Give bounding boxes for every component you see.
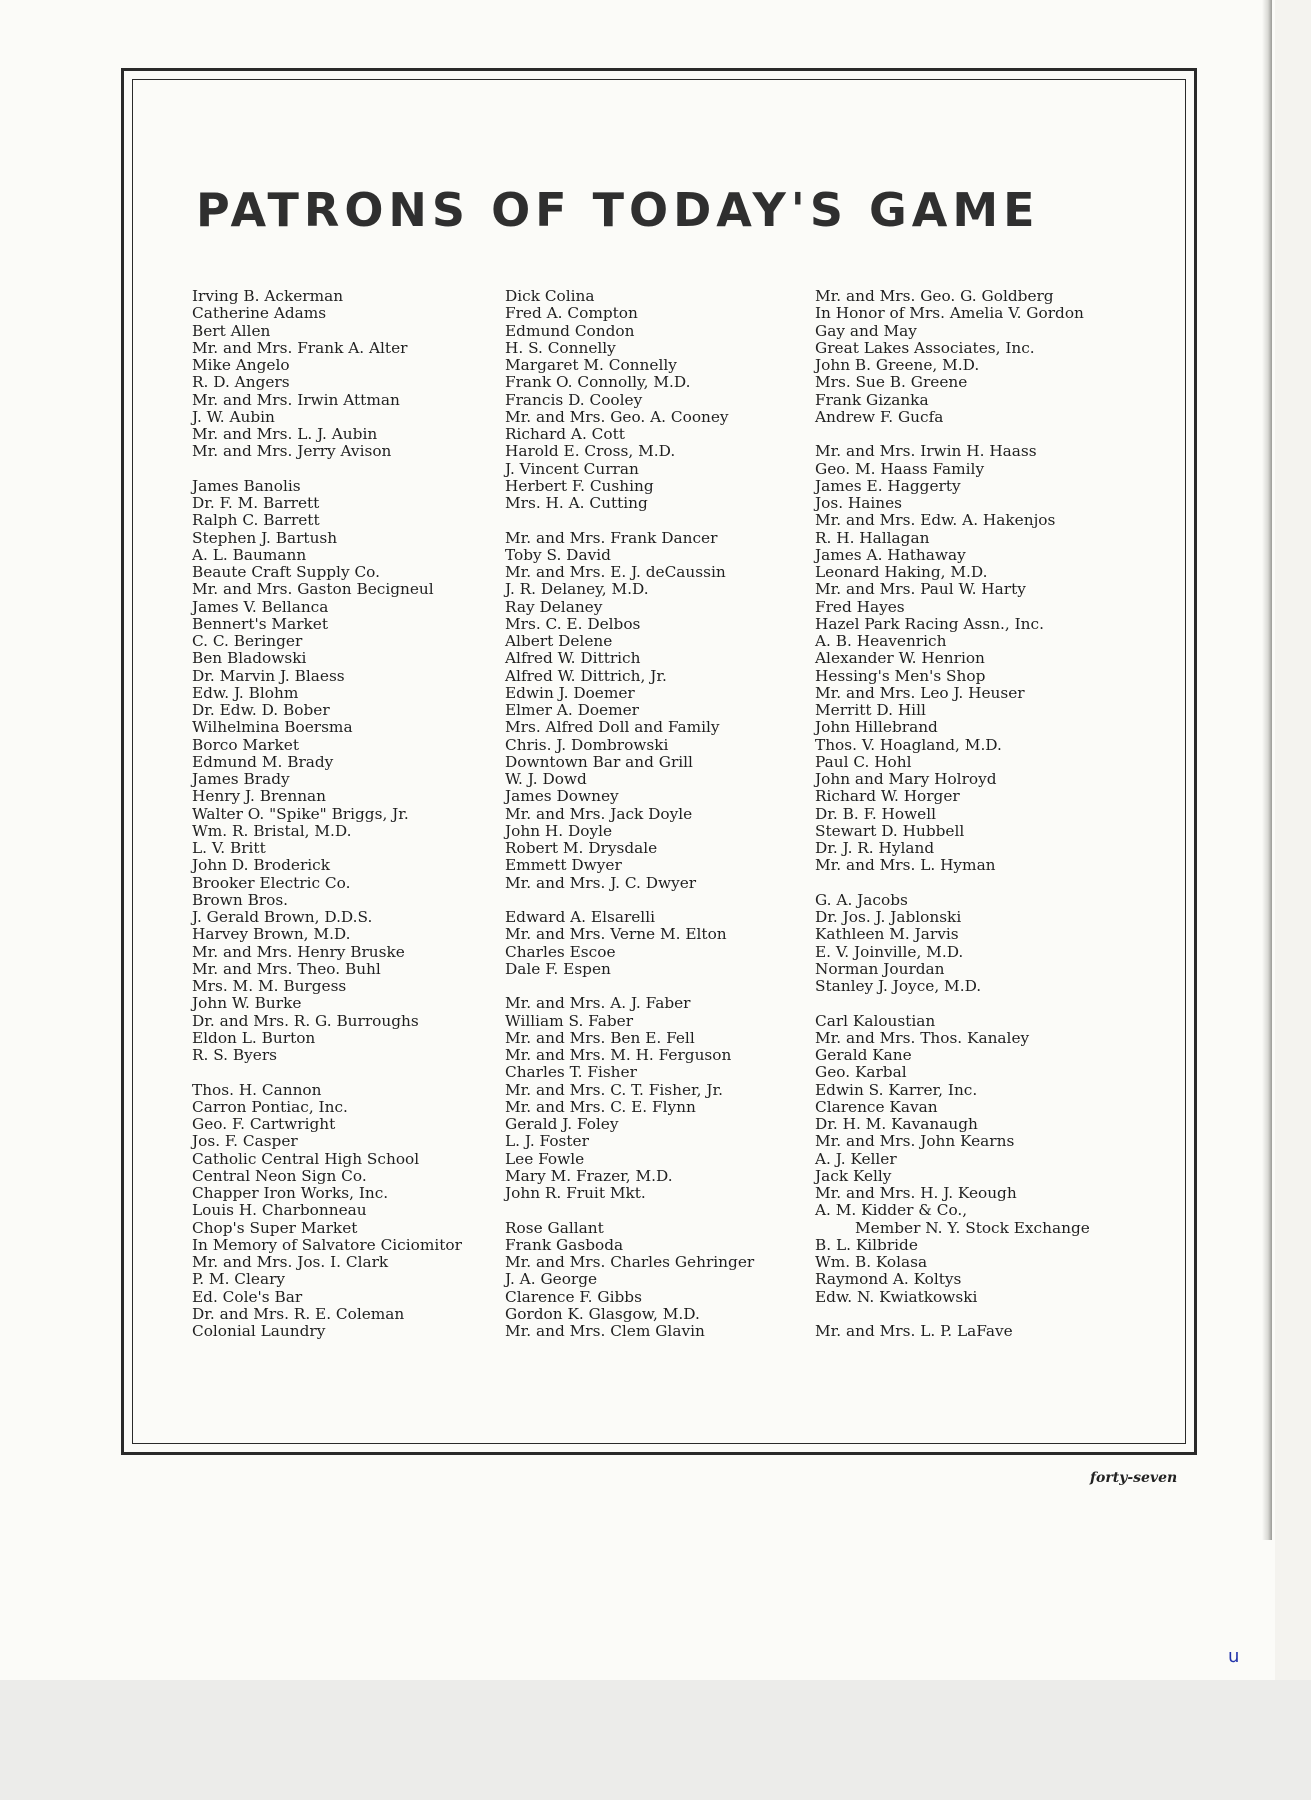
patron-entry: Mr. and Mrs. H. J. Keough [815, 1184, 1017, 1202]
patron-entry: Wm. R. Bristal, M.D. [192, 821, 352, 840]
patron-entry: Herbert F. Cushing [505, 476, 654, 495]
patron-entry: Dr. Marvin J. Blaess [192, 666, 345, 685]
patron-entry: Edmund Condon [505, 321, 635, 340]
patron-entry: Leonard Haking, M.D. [815, 563, 988, 581]
patron-entry: Ed. Cole's Bar [192, 1287, 303, 1306]
patron-entry: A. L. Baumann [192, 545, 307, 564]
patron-entry: Mr. and Mrs. L. J. Aubin [192, 425, 378, 443]
patron-entry: Louis H. Charbonneau [192, 1201, 367, 1220]
patron-entry: James A. Hathaway [815, 545, 966, 564]
patron-entry: Jos. F. Casper [192, 1132, 298, 1151]
patron-entry: Mr. and Mrs. A. J. Faber [505, 994, 691, 1013]
patron-entry: A. J. Keller [815, 1149, 897, 1168]
patron-entry: James Downey [505, 787, 619, 806]
patron-entry: J. W. Aubin [192, 407, 275, 426]
patron-entry: A. B. Heavenrich [815, 632, 947, 650]
patron-entry: Mr. and Mrs. Geo. G. Goldberg [815, 287, 1054, 305]
patron-entry: Hessing's Men's Shop [815, 666, 986, 685]
patron-entry: William S. Faber [505, 1011, 634, 1030]
patron-entry: Albert Delene [505, 632, 613, 650]
patron-entry: Ben Bladowski [192, 649, 307, 668]
patron-entry: Harold E. Cross, M.D. [505, 442, 676, 461]
patron-group [505, 1220, 835, 1341]
patron-entry: Dr. J. R. Hyland [815, 839, 935, 857]
patron-entry: Richard A. Cott [505, 425, 625, 443]
patron-group [815, 1323, 1145, 1340]
patron-group [505, 288, 835, 512]
patron-entry: Norman Jourdan [815, 959, 945, 978]
patron-entry: Chris. J. Dombrowski [505, 735, 669, 754]
patron-entry: Gerald J. Foley [505, 1115, 619, 1133]
patron-group [815, 443, 1145, 874]
patron-entry: Richard W. Horger [815, 787, 960, 806]
patron-column-3 [815, 288, 1145, 1358]
patron-entry: Mary M. Frazer, M.D. [505, 1166, 673, 1185]
patron-entry: James E. Haggerty [815, 476, 961, 495]
patron-entry: Mr. and Mrs. J. C. Dwyer [505, 873, 697, 892]
patron-entry: Great Lakes Associates, Inc. [815, 338, 1035, 357]
patron-entry: Mr. and Mrs. C. T. Fisher, Jr. [505, 1080, 724, 1099]
patron-entry: Dr. F. M. Barrett [192, 494, 320, 512]
patron-entry: L. V. Britt [192, 839, 266, 857]
patron-entry: Toby S. David [505, 545, 611, 564]
patron-entry: Edwin J. Doemer [505, 683, 635, 702]
patron-entry: Clarence F. Gibbs [505, 1287, 642, 1306]
patron-entry: Mr. and Mrs. John Kearns [815, 1132, 1015, 1151]
patron-entry: Harvey Brown, M.D. [192, 925, 351, 944]
patron-entry: Mr. and Mrs. M. H. Ferguson [505, 1046, 732, 1064]
patron-entry: Geo. F. Cartwright [192, 1115, 336, 1133]
patron-entry: H. S. Connelly [505, 338, 616, 357]
page-edge-shadow [1262, 0, 1272, 1540]
patron-entry: Charles Escoe [505, 942, 616, 961]
patron-entry: Mr. and Mrs. Jerry Avison [192, 442, 392, 461]
patron-entry: Downtown Bar and Grill [505, 752, 693, 771]
patron-entry: G. A. Jacobs [815, 890, 908, 909]
patron-entry: James V. Bellanca [192, 597, 329, 616]
patron-entry: Stephen J. Bartush [192, 528, 338, 547]
patron-group [192, 1082, 522, 1341]
patron-entry: In Honor of Mrs. Amelia V. Gordon [815, 304, 1084, 323]
patron-entry: Gay and May [815, 321, 917, 340]
patron-entry: Wm. B. Kolasa [815, 1253, 928, 1271]
patron-entry: Ray Delaney [505, 597, 603, 616]
patron-entry: Mrs. M. M. Burgess [192, 977, 347, 995]
patron-entry: Dr. B. F. Howell [815, 804, 937, 823]
patron-entry: Colonial Laundry [192, 1322, 326, 1340]
patron-entry: John W. Burke [192, 994, 302, 1013]
patron-entry: John and Mary Holroyd [815, 770, 997, 788]
patron-entry: Alfred W. Dittrich, Jr. [505, 666, 667, 685]
patron-entry: Mr. and Mrs. E. J. deCaussin [505, 563, 726, 581]
patron-group [505, 909, 835, 978]
patron-entry: Walter O. "Spike" Briggs, Jr. [192, 804, 409, 823]
patron-entry: Brooker Electric Co. [192, 873, 351, 892]
patron-entry: Fred Hayes [815, 597, 905, 616]
patron-entry: Rose Gallant [505, 1218, 604, 1237]
page-title: PATRONS OF TODAY'S GAME [196, 183, 1040, 237]
patron-entry: Frank O. Connolly, M.D. [505, 373, 691, 392]
patron-entry: Fred A. Compton [505, 304, 638, 323]
patron-entry: Francis D. Cooley [505, 390, 643, 409]
patron-entry: Dr. and Mrs. R. G. Burroughs [192, 1011, 419, 1030]
patron-entry: C. C. Beringer [192, 632, 303, 650]
patron-entry: Mr. and Mrs. Ben E. Fell [505, 1028, 695, 1047]
patron-entry: W. J. Dowd [505, 770, 587, 788]
patron-entry: Irving B. Ackerman [192, 287, 344, 305]
patron-entry: Mr. and Mrs. Frank A. Alter [192, 338, 408, 357]
patron-entry: Mike Angelo [192, 356, 290, 374]
patron-entry: Mr. and Mrs. Irwin H. Haass [815, 442, 1037, 461]
patron-entry: R. S. Byers [192, 1046, 277, 1064]
patron-entry: Stanley J. Joyce, M.D. [815, 977, 982, 995]
patron-entry: Robert M. Drysdale [505, 839, 658, 857]
patron-entry: Mr. and Mrs. C. E. Flynn [505, 1097, 696, 1116]
patron-entry: Mrs. H. A. Cutting [505, 494, 648, 512]
patron-entry: Mr. and Mrs. Charles Gehringer [505, 1253, 755, 1271]
patron-entry: Mr. and Mrs. Clem Glavin [505, 1322, 705, 1340]
patron-entry: R. H. Hallagan [815, 528, 930, 547]
patron-entry: Geo. M. Haass Family [815, 459, 985, 478]
patron-group [192, 478, 522, 1065]
patron-entry: Kathleen M. Jarvis [815, 925, 959, 944]
patron-entry: James Brady [192, 770, 290, 788]
patron-entry: James Banolis [192, 476, 301, 495]
patron-entry: Mr. and Mrs. Edw. A. Hakenjos [815, 511, 1056, 530]
patron-entry: Thos. H. Cannon [192, 1080, 322, 1099]
patron-entry: John R. Fruit Mkt. [505, 1184, 646, 1202]
patron-entry: Andrew F. Gucfa [815, 407, 944, 426]
patron-entry: Margaret M. Connelly [505, 356, 677, 374]
patron-entry: In Memory of Salvatore Ciciomitor [192, 1235, 462, 1254]
patron-entry: John D. Broderick [192, 856, 331, 875]
patron-entry: Alexander W. Henrion [815, 649, 985, 668]
patron-entry: J. A. George [505, 1270, 598, 1289]
patron-entry: Wilhelmina Boersma [192, 718, 353, 737]
patron-entry: Frank Gizanka [815, 390, 929, 409]
patron-entry: Member N. Y. Stock Exchange [855, 1218, 1090, 1237]
page-border [121, 68, 1197, 1455]
patron-entry: Mr. and Mrs. Jack Doyle [505, 804, 693, 823]
patron-entry: Catholic Central High School [192, 1149, 420, 1168]
scanner-bed [0, 1680, 1311, 1800]
patron-entry: Paul C. Hohl [815, 752, 912, 771]
patron-entry: Mr. and Mrs. Frank Dancer [505, 528, 718, 547]
patron-entry: Elmer A. Doemer [505, 701, 639, 719]
patron-group [815, 288, 1145, 426]
patron-entry: Emmett Dwyer [505, 856, 622, 875]
patron-entry: Thos. V. Hoagland, M.D. [815, 735, 1002, 754]
patron-column-1 [192, 288, 522, 1358]
patron-entry: Dr. H. M. Kavanaugh [815, 1115, 978, 1133]
patron-entry: Merritt D. Hill [815, 701, 926, 719]
patron-group [815, 1013, 1145, 1306]
patron-entry: Edwin S. Karrer, Inc. [815, 1080, 978, 1099]
patron-entry: Carl Kaloustian [815, 1011, 936, 1030]
patron-entry: Jos. Haines [815, 494, 903, 512]
patron-entry: Gerald Kane [815, 1046, 912, 1064]
patron-entry: Ralph C. Barrett [192, 511, 320, 530]
patron-entry: Mr. and Mrs. L. Hyman [815, 856, 996, 875]
patron-entry: Raymond A. Koltys [815, 1270, 962, 1289]
patron-entry: Dr. and Mrs. R. E. Coleman [192, 1304, 405, 1323]
patron-entry: Mr. and Mrs. Paul W. Harty [815, 580, 1026, 599]
patron-entry: Edmund M. Brady [192, 752, 334, 771]
patron-entry: P. M. Cleary [192, 1270, 286, 1289]
patron-entry: Alfred W. Dittrich [505, 649, 641, 668]
patron-entry: Stewart D. Hubbell [815, 821, 965, 840]
patron-entry: Central Neon Sign Co. [192, 1166, 367, 1185]
patron-entry: John H. Doyle [505, 821, 613, 840]
patron-entry: Edw. N. Kwiatkowski [815, 1287, 978, 1306]
patron-entry: J. Gerald Brown, D.D.S. [192, 908, 373, 926]
patron-entry: Mr. and Mrs. Gaston Becigneul [192, 580, 434, 599]
patron-entry: Geo. Karbal [815, 1063, 907, 1082]
patron-entry: Edward A. Elsarelli [505, 908, 655, 926]
patron-entry: Gordon K. Glasgow, M.D. [505, 1304, 700, 1323]
patron-entry: Mr. and Mrs. Henry Bruske [192, 942, 405, 961]
patron-entry: Edw. J. Blohm [192, 683, 299, 702]
patron-entry: John B. Greene, M.D. [815, 356, 980, 374]
patron-entry: Lee Fowle [505, 1149, 585, 1168]
patron-entry: Eldon L. Burton [192, 1028, 316, 1047]
patron-entry: Chapper Iron Works, Inc. [192, 1184, 389, 1202]
patron-entry: Mr. and Mrs. Verne M. Elton [505, 925, 727, 944]
patron-entry: Dr. Edw. D. Bober [192, 701, 330, 719]
patron-group [505, 530, 835, 892]
patron-entry: John Hillebrand [815, 718, 938, 737]
handwritten-mark: u [1228, 1646, 1240, 1667]
patron-entry: Mr. and Mrs. L. P. LaFave [815, 1322, 1013, 1340]
patron-entry: Bennert's Market [192, 614, 328, 633]
patron-entry: Charles T. Fisher [505, 1063, 637, 1082]
patron-entry: B. L. Kilbride [815, 1235, 918, 1254]
patron-entry: Mr. and Mrs. Thos. Kanaley [815, 1028, 1030, 1047]
patron-entry: R. D. Angers [192, 373, 290, 392]
patron-entry: Henry J. Brennan [192, 787, 327, 806]
patron-entry: Clarence Kavan [815, 1097, 938, 1116]
patron-entry: Mr. and Mrs. Irwin Attman [192, 390, 400, 409]
patron-entry: Mr. and Mrs. Theo. Buhl [192, 959, 381, 978]
patron-entry: A. M. Kidder & Co., [815, 1201, 968, 1220]
patron-entry: Mr. and Mrs. Leo J. Heuser [815, 683, 1025, 702]
patron-entry: Dale F. Espen [505, 959, 611, 978]
patron-group [815, 892, 1145, 996]
patron-group [505, 995, 835, 1202]
patron-entry: Mrs. Sue B. Greene [815, 373, 968, 392]
patron-column-2 [505, 288, 835, 1358]
patron-entry: E. V. Joinville, M.D. [815, 942, 964, 961]
patron-entry: Mrs. Alfred Doll and Family [505, 718, 720, 737]
patron-entry: Catherine Adams [192, 304, 327, 323]
patron-group [192, 288, 522, 461]
patron-entry: J. Vincent Curran [505, 459, 639, 478]
patron-entry: Chop's Super Market [192, 1218, 358, 1237]
patron-entry: J. R. Delaney, M.D. [505, 580, 649, 599]
patron-entry: Brown Bros. [192, 890, 289, 909]
page-number: forty-seven [1090, 1470, 1178, 1486]
patron-entry: Dr. Jos. J. Jablonski [815, 908, 962, 926]
patron-entry: Dick Colina [505, 287, 595, 305]
patron-entry: Mrs. C. E. Delbos [505, 614, 641, 633]
patron-entry: Mr. and Mrs. Geo. A. Cooney [505, 407, 729, 426]
patron-entry: Beaute Craft Supply Co. [192, 563, 380, 581]
patron-entry: Bert Allen [192, 321, 271, 340]
patron-entry: Borco Market [192, 735, 299, 754]
patron-entry: Frank Gasboda [505, 1235, 624, 1254]
patron-entry: Hazel Park Racing Assn., Inc. [815, 614, 1044, 633]
patron-entry: Jack Kelly [815, 1166, 892, 1185]
patron-entry: L. J. Foster [505, 1132, 589, 1151]
patron-entry: Mr. and Mrs. Jos. I. Clark [192, 1253, 389, 1271]
patron-entry: Carron Pontiac, Inc. [192, 1097, 348, 1116]
